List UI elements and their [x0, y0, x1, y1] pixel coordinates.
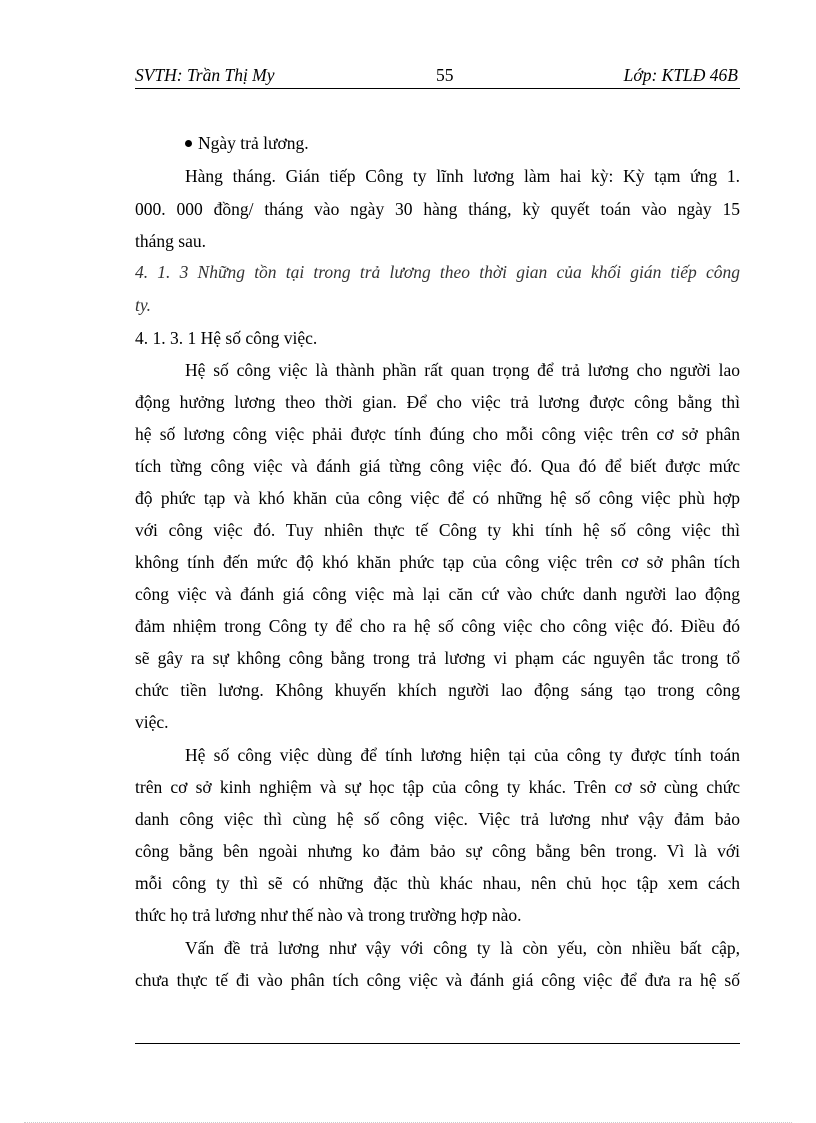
bullet-text: Ngày trả lương. — [198, 133, 309, 153]
paragraph-line: danh công việc thì cùng hệ số công việc. Việc trả lương như vậy đảm bảo — [135, 809, 740, 829]
paragraph-line: 000. 000 đồng/ tháng vào ngày 30 hàng tháng, kỳ quyết toán vào ngày 15 — [135, 199, 740, 219]
page-number: 55 — [436, 65, 454, 85]
page-header — [135, 64, 740, 89]
paragraph-line: chưa thực tế đi vào phân tích công việc và đánh giá công việc để đưa ra hệ số — [135, 970, 740, 990]
paragraph-line: Hệ số công việc dùng để tính lương hiện tại của công ty được tính toán — [185, 745, 740, 765]
paragraph-line: việc. — [135, 712, 169, 732]
paragraph-line: công bằng bên ngoài nhưng ko đảm bảo sự công bằng bên trong. Vì là với — [135, 841, 740, 861]
paragraph-line: động hưởng lương theo thời gian. Để cho việc trả lương được công bằng thì — [135, 392, 740, 412]
paragraph-line: không tính đến mức độ khó khăn phức tạp của công việc trên cơ sở phân tích — [135, 552, 740, 572]
paragraph-line: Hàng tháng. Gián tiếp Công ty lĩnh lương làm hai kỳ: Kỳ tạm ứng 1. — [185, 166, 740, 186]
section-heading: 4. 1. 3 Những tồn tại trong trả lương theo thời gian của khối gián tiếp công — [135, 262, 740, 282]
subsection-heading: 4. 1. 3. 1 Hệ số công việc. — [135, 328, 318, 348]
paragraph-line: đảm nhiệm trong Công ty để cho ra hệ số công việc cho công việc đó. Điều đó — [135, 616, 740, 636]
paragraph-line: thức họ trả lương như thế nào và trong trường hợp nào. — [135, 905, 522, 925]
paragraph-line: trên cơ sở kinh nghiệm và sự học tập của công ty khác. Trên cơ sở cùng chức — [135, 777, 740, 797]
paragraph-line: Vấn đề trả lương như vậy với công ty là còn yếu, còn nhiều bất cập, — [185, 938, 740, 958]
student-name: SVTH: Trần Thị My — [135, 65, 275, 85]
paragraph-line: sẽ gây ra sự không công bằng trong trả lương vi phạm các nguyên tắc trong tổ — [135, 648, 740, 668]
paragraph-line: hệ số lương công việc phải được tính đúng cho mỗi công việc trên cơ sở phân — [135, 424, 740, 444]
paragraph-line: Hệ số công việc là thành phần rất quan trọng để trả lương cho người lao — [185, 360, 740, 380]
footer-rule — [135, 1043, 740, 1044]
paragraph-line: độ phức tạp và khó khăn của công việc để có những hệ số công việc phù hợp — [135, 488, 740, 508]
paragraph-line: tích từng công việc và đánh giá từng công việc đó. Qua đó để biết được mức — [135, 456, 740, 476]
paragraph-line: công việc và đánh giá công việc mà lại căn cứ vào chức danh người lao động — [135, 584, 740, 604]
paragraph-line: chức tiền lương. Không khuyến khích người lao động sáng tạo trong công — [135, 680, 740, 700]
paragraph-line: với công việc đó. Tuy nhiên thực tế Công ty khi tính hệ số công việc thì — [135, 520, 740, 540]
bullet-item — [185, 130, 309, 156]
paragraph-line: tháng sau. — [135, 231, 206, 251]
class-code: Lớp: KTLĐ 46B — [623, 65, 738, 85]
section-heading: ty. — [135, 295, 152, 315]
paragraph-line: mỗi công ty thì sẽ có những đặc thù khác nhau, nên chủ học tập xem cách — [135, 873, 740, 893]
bullet-icon — [185, 140, 192, 147]
